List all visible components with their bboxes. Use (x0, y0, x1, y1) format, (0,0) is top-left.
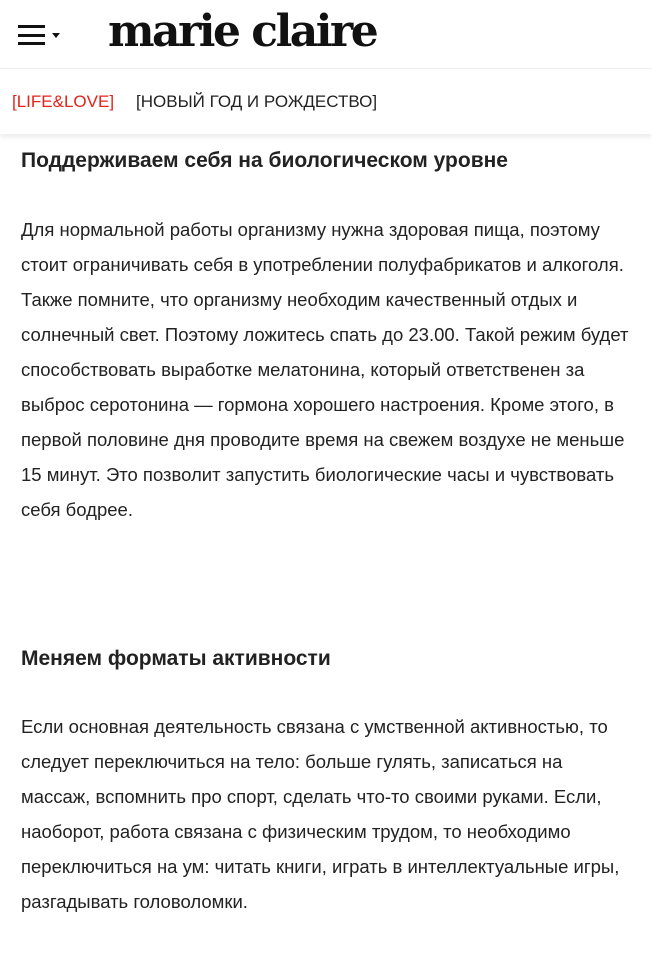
site-logo[interactable]: marie claire (108, 6, 377, 57)
category-tag-link[interactable]: [LIFE&LOVE] (12, 91, 115, 111)
chevron-down-icon (52, 33, 60, 38)
section-heading-activity: Меняем форматы активности (21, 647, 331, 670)
article-tags-bar (0, 68, 652, 134)
site-header (0, 0, 652, 68)
paragraph-activity: Если основная деятельность связана с умственной активностью, то следует переключиться на тело: больше гулять, записаться на массаж, вспомнить про спорт, сделать что-то своими руками. Если, наоборот, работа связана с физическим трудом, то необходимо переключиться на ум: читать книги, играть в интеллектуальные игры, разгадывать головоломки. (21, 716, 620, 912)
section-heading-biological: Поддерживаем себя на биологическом уровне (21, 149, 508, 172)
hamburger-menu-icon (18, 25, 45, 45)
menu-button[interactable] (18, 20, 76, 50)
topic-tag-link[interactable]: [НОВЫЙ ГОД И РОЖДЕСТВО] (136, 91, 378, 111)
paragraph-biological: Для нормальной работы организму нужна здоровая пища, поэтому стоит ограничивать себя в употреблении полуфабрикатов и алкоголя. Также помните, что организму необходим качественный отдых и солнечный свет. Поэтому ложитесь спать до 23.00. Такой режим будет способствовать выработке мелатонина, который ответственен за выброс серотонина — гормона хорошего настроения. Кроме этого, в первой половине дня проводите время на свежем воздухе не меньше 15 минут. Это позволит запустить биологические часы и чувствовать себя бодрее. (21, 219, 629, 520)
